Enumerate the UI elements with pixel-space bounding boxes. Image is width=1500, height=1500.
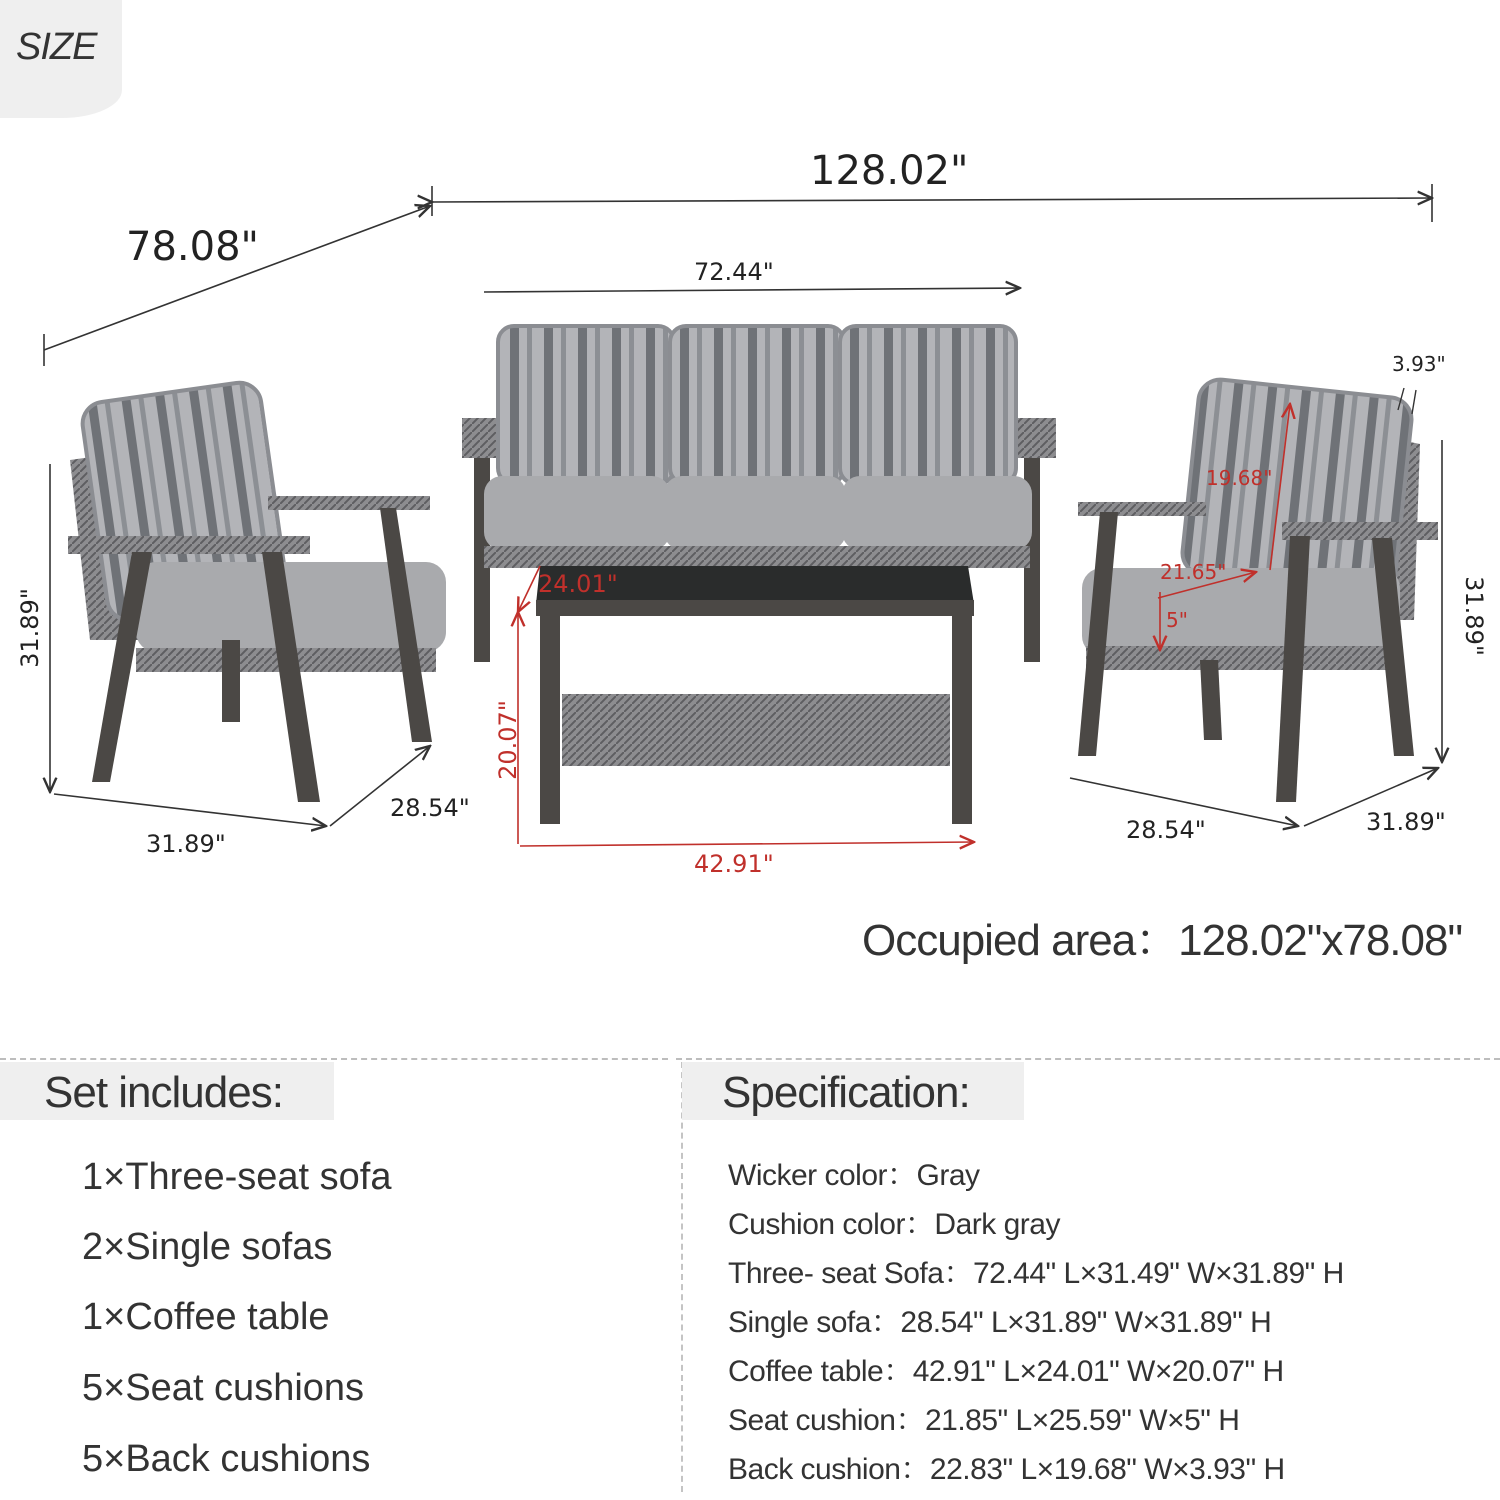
set-item: 1×Three-seat sofa (82, 1156, 392, 1198)
right-chair-height-label: 31.89" (1459, 576, 1488, 656)
overall-depth-label: 78.08" (126, 224, 259, 270)
table-height-label: 20.07" (493, 700, 522, 780)
seat-cushion-thickness-label: 5" (1166, 608, 1188, 632)
divider-left (0, 1058, 668, 1060)
divider-right (676, 1058, 1500, 1060)
set-includes-heading: Set includes: (44, 1068, 283, 1117)
left-armchair (68, 380, 446, 802)
seat-cushion-width-label: 21.65" (1160, 560, 1227, 584)
set-item: 5×Seat cushions (82, 1367, 365, 1409)
specification-header (682, 1062, 1024, 1120)
spec-item: Wicker color：Gray (728, 1159, 980, 1192)
set-item: 2×Single sofas (82, 1226, 333, 1268)
back-cushion-height-label: 19.68" (1206, 466, 1273, 490)
spec-item: Single sofa：28.54" L×31.89" W×31.89" H (728, 1306, 1272, 1339)
set-includes-header (0, 1062, 334, 1120)
occupied-area: Occupied area：128.02"x78.08" (862, 916, 1463, 965)
spec-item: Coffee table：42.91" L×24.01" W×20.07" H (728, 1355, 1284, 1388)
right-chair-width-label: 31.89" (1366, 808, 1446, 836)
right-armchair (1078, 377, 1438, 802)
overall-width-label: 128.02" (810, 148, 969, 194)
sofa-width-label: 72.44" (694, 258, 774, 286)
left-chair-depth-label: 28.54" (390, 794, 470, 822)
set-item: 1×Coffee table (82, 1296, 330, 1338)
back-cushion-thickness-label: 3.93" (1392, 352, 1446, 376)
right-chair-depth-label: 28.54" (1126, 816, 1206, 844)
specification-heading: Specification: (722, 1068, 970, 1117)
table-width-label: 42.91" (694, 850, 774, 878)
spec-item: Back cushion：22.83" L×19.68" W×3.93" H (728, 1453, 1285, 1486)
set-item: 5×Back cushions (82, 1438, 371, 1480)
left-chair-width-label: 31.89" (146, 830, 226, 858)
panel-divider (681, 1062, 683, 1492)
table-depth-label: 24.01" (538, 570, 618, 598)
coffee-table (536, 566, 974, 824)
spec-item: Seat cushion：21.85" L×25.59" W×5" H (728, 1404, 1240, 1437)
spec-item: Three- seat Sofa：72.44" L×31.49" W×31.89" H (728, 1257, 1344, 1290)
left-chair-height-label: 31.89" (15, 588, 44, 668)
size-tab-label: SIZE (16, 26, 97, 68)
spec-item: Cushion color：Dark gray (728, 1208, 1060, 1241)
